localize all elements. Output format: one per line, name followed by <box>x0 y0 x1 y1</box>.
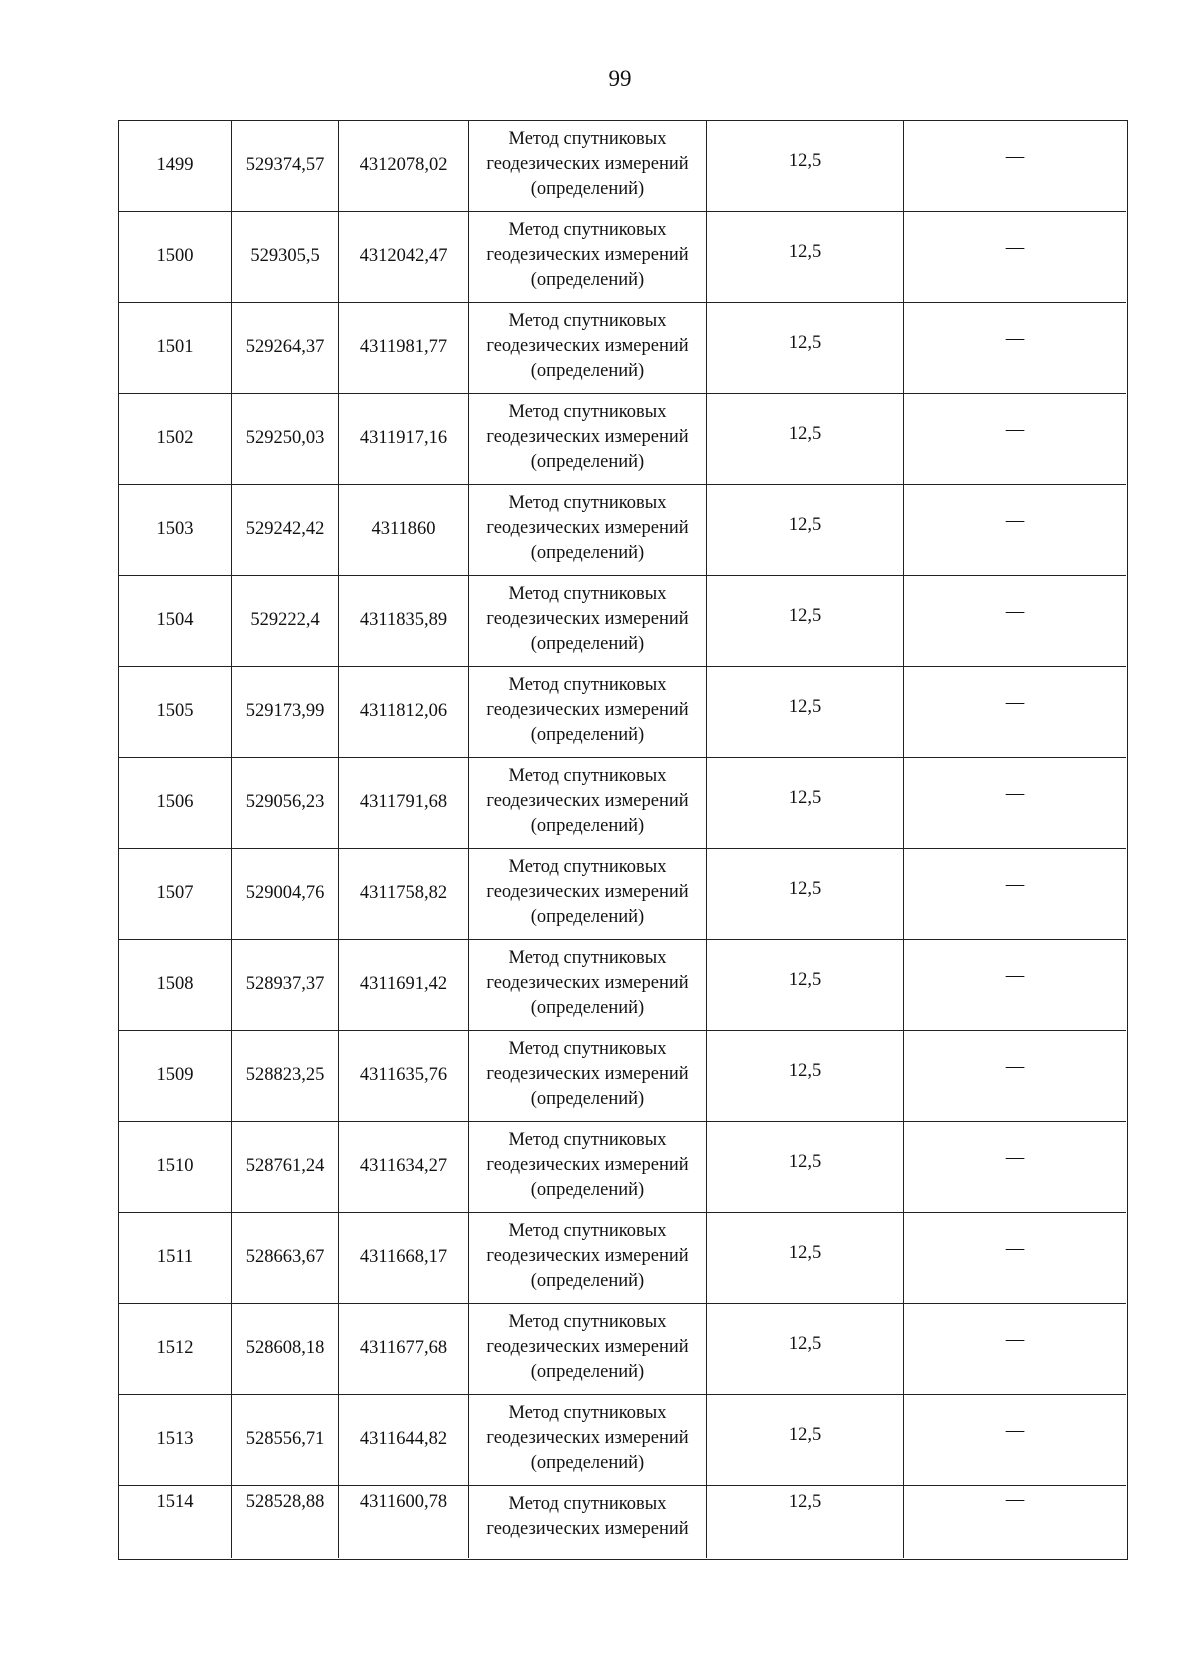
method-line: Метод спутниковых <box>508 129 667 149</box>
point-number: 1507 <box>156 883 194 903</box>
method-text <box>469 1401 706 1476</box>
table-row <box>119 849 1126 940</box>
table-row <box>119 1122 1126 1213</box>
table-row <box>119 1031 1126 1122</box>
point-number: 1504 <box>156 610 194 630</box>
method-line: Метод спутниковых <box>508 1221 667 1241</box>
x-coordinate: 529242,42 <box>245 519 325 539</box>
method-text <box>469 491 706 566</box>
y-coordinate-cell <box>339 940 469 1030</box>
description-value: — <box>1005 1239 1025 1259</box>
point-number: 1506 <box>156 792 194 812</box>
y-coordinate: 4311835,89 <box>359 610 448 630</box>
description-value: — <box>1005 1421 1025 1441</box>
y-coordinate: 4311677,68 <box>359 1338 448 1358</box>
method-line: (определений) <box>530 1271 645 1291</box>
x-coordinate: 529250,03 <box>245 428 325 448</box>
x-coordinate: 528528,88 <box>245 1492 325 1512</box>
x-coordinate-cell <box>232 394 339 484</box>
precision-value: 12,5 <box>788 424 822 444</box>
x-coordinate-cell <box>232 849 339 939</box>
method-text <box>469 1492 706 1542</box>
description-cell <box>904 758 1126 848</box>
precision-value: 12,5 <box>788 1243 822 1263</box>
y-coordinate-cell <box>339 1213 469 1303</box>
precision-cell <box>707 485 904 575</box>
y-coordinate: 4311600,78 <box>359 1492 448 1512</box>
y-coordinate-cell <box>339 212 469 302</box>
method-line: Метод спутниковых <box>508 1130 667 1150</box>
method-line: Метод спутниковых <box>508 584 667 604</box>
method-cell <box>469 1486 707 1558</box>
x-coordinate: 529056,23 <box>245 792 325 812</box>
point-number: 1511 <box>156 1247 194 1267</box>
x-coordinate-cell <box>232 303 339 393</box>
description-cell <box>904 849 1126 939</box>
x-coordinate: 528823,25 <box>245 1065 325 1085</box>
method-line: геодезических измерений <box>486 245 689 265</box>
description-value: — <box>1005 147 1025 167</box>
y-coordinate: 4311860 <box>371 519 436 539</box>
method-text <box>469 764 706 839</box>
y-coordinate: 4311791,68 <box>359 792 448 812</box>
method-line: Метод спутниковых <box>508 1494 667 1514</box>
x-coordinate-cell <box>232 1031 339 1121</box>
point-number-cell <box>119 576 232 666</box>
table-row <box>119 303 1126 394</box>
y-coordinate-cell <box>339 849 469 939</box>
description-value: — <box>1005 875 1025 895</box>
method-cell <box>469 940 707 1030</box>
description-cell <box>904 576 1126 666</box>
precision-value: 12,5 <box>788 1334 822 1354</box>
point-number-cell <box>119 940 232 1030</box>
method-line: геодезических измерений <box>486 427 689 447</box>
x-coordinate-cell <box>232 485 339 575</box>
y-coordinate: 4311758,82 <box>359 883 448 903</box>
x-coordinate: 529004,76 <box>245 883 325 903</box>
description-cell <box>904 394 1126 484</box>
method-line: Метод спутниковых <box>508 493 667 513</box>
precision-cell <box>707 1304 904 1394</box>
method-cell <box>469 212 707 302</box>
y-coordinate-cell <box>339 1486 469 1558</box>
description-cell <box>904 940 1126 1030</box>
method-text <box>469 1037 706 1112</box>
method-line: (определений) <box>530 907 645 927</box>
point-number-cell <box>119 1486 232 1558</box>
description-value: — <box>1005 966 1025 986</box>
method-line: (определений) <box>530 543 645 563</box>
x-coordinate-cell <box>232 1213 339 1303</box>
method-line: Метод спутниковых <box>508 675 667 695</box>
precision-cell <box>707 758 904 848</box>
description-value: — <box>1005 693 1025 713</box>
method-text <box>469 309 706 384</box>
description-cell <box>904 303 1126 393</box>
point-number-cell <box>119 1213 232 1303</box>
y-coordinate: 4311691,42 <box>359 974 448 994</box>
method-line: Метод спутниковых <box>508 311 667 331</box>
y-coordinate-cell <box>339 667 469 757</box>
method-cell <box>469 576 707 666</box>
method-line: (определений) <box>530 634 645 654</box>
coordinates-table <box>118 120 1128 1560</box>
precision-value: 12,5 <box>788 515 822 535</box>
x-coordinate-cell <box>232 576 339 666</box>
table-row <box>119 1395 1126 1486</box>
point-number: 1503 <box>156 519 194 539</box>
method-line: Метод спутниковых <box>508 857 667 877</box>
point-number-cell <box>119 212 232 302</box>
table-row <box>119 667 1126 758</box>
precision-value: 12,5 <box>788 1425 822 1445</box>
method-line: (определений) <box>530 816 645 836</box>
description-cell <box>904 1122 1126 1212</box>
y-coordinate: 4312042,47 <box>359 246 448 266</box>
point-number: 1509 <box>156 1065 194 1085</box>
x-coordinate: 529173,99 <box>245 701 325 721</box>
y-coordinate-cell <box>339 1122 469 1212</box>
method-line: Метод спутниковых <box>508 402 667 422</box>
precision-value: 12,5 <box>788 151 822 171</box>
description-value: — <box>1005 329 1025 349</box>
y-coordinate: 4311635,76 <box>359 1065 448 1085</box>
x-coordinate: 528761,24 <box>245 1156 325 1176</box>
table-row <box>119 1304 1126 1395</box>
point-number: 1505 <box>156 701 194 721</box>
y-coordinate: 4311634,27 <box>359 1156 448 1176</box>
point-number-cell <box>119 1122 232 1212</box>
y-coordinate-cell <box>339 485 469 575</box>
method-cell <box>469 1395 707 1485</box>
point-number-cell <box>119 394 232 484</box>
method-cell <box>469 758 707 848</box>
method-cell <box>469 1213 707 1303</box>
precision-value: 12,5 <box>788 788 822 808</box>
method-cell <box>469 1304 707 1394</box>
method-line: геодезических измерений <box>486 791 689 811</box>
table-row <box>119 576 1126 667</box>
method-line: геодезических измерений <box>486 1428 689 1448</box>
x-coordinate-cell <box>232 758 339 848</box>
precision-cell <box>707 576 904 666</box>
precision-cell <box>707 394 904 484</box>
precision-value: 12,5 <box>788 970 822 990</box>
method-text <box>469 127 706 202</box>
y-coordinate: 4312078,02 <box>359 155 448 175</box>
y-coordinate: 4311668,17 <box>359 1247 448 1267</box>
description-value: — <box>1005 420 1025 440</box>
method-cell <box>469 1122 707 1212</box>
method-line: (определений) <box>530 361 645 381</box>
y-coordinate: 4311644,82 <box>359 1429 448 1449</box>
description-value: — <box>1005 1148 1025 1168</box>
x-coordinate: 529222,4 <box>250 610 320 630</box>
method-line: (определений) <box>530 1362 645 1382</box>
table-row <box>119 940 1126 1031</box>
precision-value: 12,5 <box>788 1492 822 1512</box>
method-line: (определений) <box>530 452 645 472</box>
y-coordinate: 4311917,16 <box>359 428 448 448</box>
description-value: — <box>1005 1490 1025 1510</box>
y-coordinate: 4311981,77 <box>359 337 448 357</box>
y-coordinate-cell <box>339 1395 469 1485</box>
method-text <box>469 673 706 748</box>
point-number: 1514 <box>156 1492 194 1512</box>
description-cell <box>904 1395 1126 1485</box>
x-coordinate: 528937,37 <box>245 974 325 994</box>
y-coordinate-cell <box>339 303 469 393</box>
method-text <box>469 1310 706 1385</box>
precision-cell <box>707 121 904 211</box>
method-line: геодезических измерений <box>486 973 689 993</box>
x-coordinate-cell <box>232 1304 339 1394</box>
precision-cell <box>707 1395 904 1485</box>
method-line: геодезических измерений <box>486 154 689 174</box>
point-number: 1500 <box>156 246 194 266</box>
y-coordinate: 4311812,06 <box>359 701 448 721</box>
method-line: Метод спутниковых <box>508 1403 667 1423</box>
x-coordinate-cell <box>232 1395 339 1485</box>
description-cell <box>904 1031 1126 1121</box>
method-text <box>469 1219 706 1294</box>
point-number-cell <box>119 485 232 575</box>
point-number: 1501 <box>156 337 194 357</box>
precision-cell <box>707 667 904 757</box>
method-line: (определений) <box>530 725 645 745</box>
method-cell <box>469 485 707 575</box>
precision-cell <box>707 940 904 1030</box>
point-number: 1502 <box>156 428 194 448</box>
description-cell <box>904 212 1126 302</box>
precision-cell <box>707 1031 904 1121</box>
x-coordinate: 529264,37 <box>245 337 325 357</box>
point-number: 1512 <box>156 1338 194 1358</box>
x-coordinate: 528556,71 <box>245 1429 325 1449</box>
precision-value: 12,5 <box>788 697 822 717</box>
method-line: (определений) <box>530 1180 645 1200</box>
method-line: Метод спутниковых <box>508 220 667 240</box>
precision-value: 12,5 <box>788 333 822 353</box>
point-number-cell <box>119 121 232 211</box>
x-coordinate-cell <box>232 1486 339 1558</box>
description-value: — <box>1005 238 1025 258</box>
x-coordinate-cell <box>232 212 339 302</box>
method-line: геодезических измерений <box>486 336 689 356</box>
point-number: 1508 <box>156 974 194 994</box>
method-text <box>469 855 706 930</box>
x-coordinate: 529305,5 <box>250 246 320 266</box>
y-coordinate-cell <box>339 394 469 484</box>
method-line: (определений) <box>530 1089 645 1109</box>
precision-cell <box>707 1486 904 1558</box>
point-number: 1510 <box>156 1156 194 1176</box>
x-coordinate-cell <box>232 667 339 757</box>
y-coordinate-cell <box>339 576 469 666</box>
method-line: геодезических измерений <box>486 882 689 902</box>
table-row <box>119 1486 1126 1558</box>
precision-cell <box>707 303 904 393</box>
method-line: Метод спутниковых <box>508 766 667 786</box>
method-cell <box>469 394 707 484</box>
x-coordinate: 528663,67 <box>245 1247 325 1267</box>
point-number-cell <box>119 758 232 848</box>
method-cell <box>469 303 707 393</box>
precision-cell <box>707 849 904 939</box>
method-line: (определений) <box>530 1453 645 1473</box>
description-cell <box>904 1486 1126 1558</box>
method-line: геодезических измерений <box>486 518 689 538</box>
x-coordinate: 529374,57 <box>245 155 325 175</box>
method-line: геодезических измерений <box>486 609 689 629</box>
method-line: геодезических измерений <box>486 1155 689 1175</box>
x-coordinate: 528608,18 <box>245 1338 325 1358</box>
method-text <box>469 218 706 293</box>
method-line: геодезических измерений <box>486 1519 689 1539</box>
point-number-cell <box>119 849 232 939</box>
method-line: Метод спутниковых <box>508 1312 667 1332</box>
method-text <box>469 946 706 1021</box>
method-line: геодезических измерений <box>486 1337 689 1357</box>
method-line: (определений) <box>530 270 645 290</box>
point-number-cell <box>119 1304 232 1394</box>
method-line: Метод спутниковых <box>508 1039 667 1059</box>
precision-value: 12,5 <box>788 1152 822 1172</box>
precision-cell <box>707 212 904 302</box>
precision-value: 12,5 <box>788 242 822 262</box>
table-row <box>119 758 1126 849</box>
x-coordinate-cell <box>232 940 339 1030</box>
page-number: 99 <box>608 66 632 91</box>
table-row <box>119 1213 1126 1304</box>
precision-value: 12,5 <box>788 606 822 626</box>
method-text <box>469 1128 706 1203</box>
table-row <box>119 394 1126 485</box>
method-cell <box>469 1031 707 1121</box>
method-text <box>469 582 706 657</box>
method-line: (определений) <box>530 998 645 1018</box>
table-row <box>119 121 1126 212</box>
description-cell <box>904 1213 1126 1303</box>
method-cell <box>469 667 707 757</box>
precision-value: 12,5 <box>788 1061 822 1081</box>
description-value: — <box>1005 1057 1025 1077</box>
y-coordinate-cell <box>339 1031 469 1121</box>
method-cell <box>469 121 707 211</box>
precision-cell <box>707 1213 904 1303</box>
y-coordinate-cell <box>339 758 469 848</box>
point-number-cell <box>119 667 232 757</box>
method-line: (определений) <box>530 179 645 199</box>
precision-value: 12,5 <box>788 879 822 899</box>
x-coordinate-cell <box>232 1122 339 1212</box>
point-number-cell <box>119 303 232 393</box>
description-value: — <box>1005 784 1025 804</box>
method-cell <box>469 849 707 939</box>
table-row <box>119 485 1126 576</box>
description-value: — <box>1005 511 1025 531</box>
point-number: 1513 <box>156 1429 194 1449</box>
method-line: геодезических измерений <box>486 1064 689 1084</box>
description-cell <box>904 485 1126 575</box>
method-text <box>469 400 706 475</box>
x-coordinate-cell <box>232 121 339 211</box>
description-cell <box>904 1304 1126 1394</box>
description-value: — <box>1005 602 1025 622</box>
table-row <box>119 212 1126 303</box>
point-number-cell <box>119 1395 232 1485</box>
description-cell <box>904 667 1126 757</box>
method-line: Метод спутниковых <box>508 948 667 968</box>
description-value: — <box>1005 1330 1025 1350</box>
description-cell <box>904 121 1126 211</box>
y-coordinate-cell <box>339 1304 469 1394</box>
precision-cell <box>707 1122 904 1212</box>
method-line: геодезических измерений <box>486 700 689 720</box>
point-number-cell <box>119 1031 232 1121</box>
method-line: геодезических измерений <box>486 1246 689 1266</box>
y-coordinate-cell <box>339 121 469 211</box>
point-number: 1499 <box>156 155 194 175</box>
